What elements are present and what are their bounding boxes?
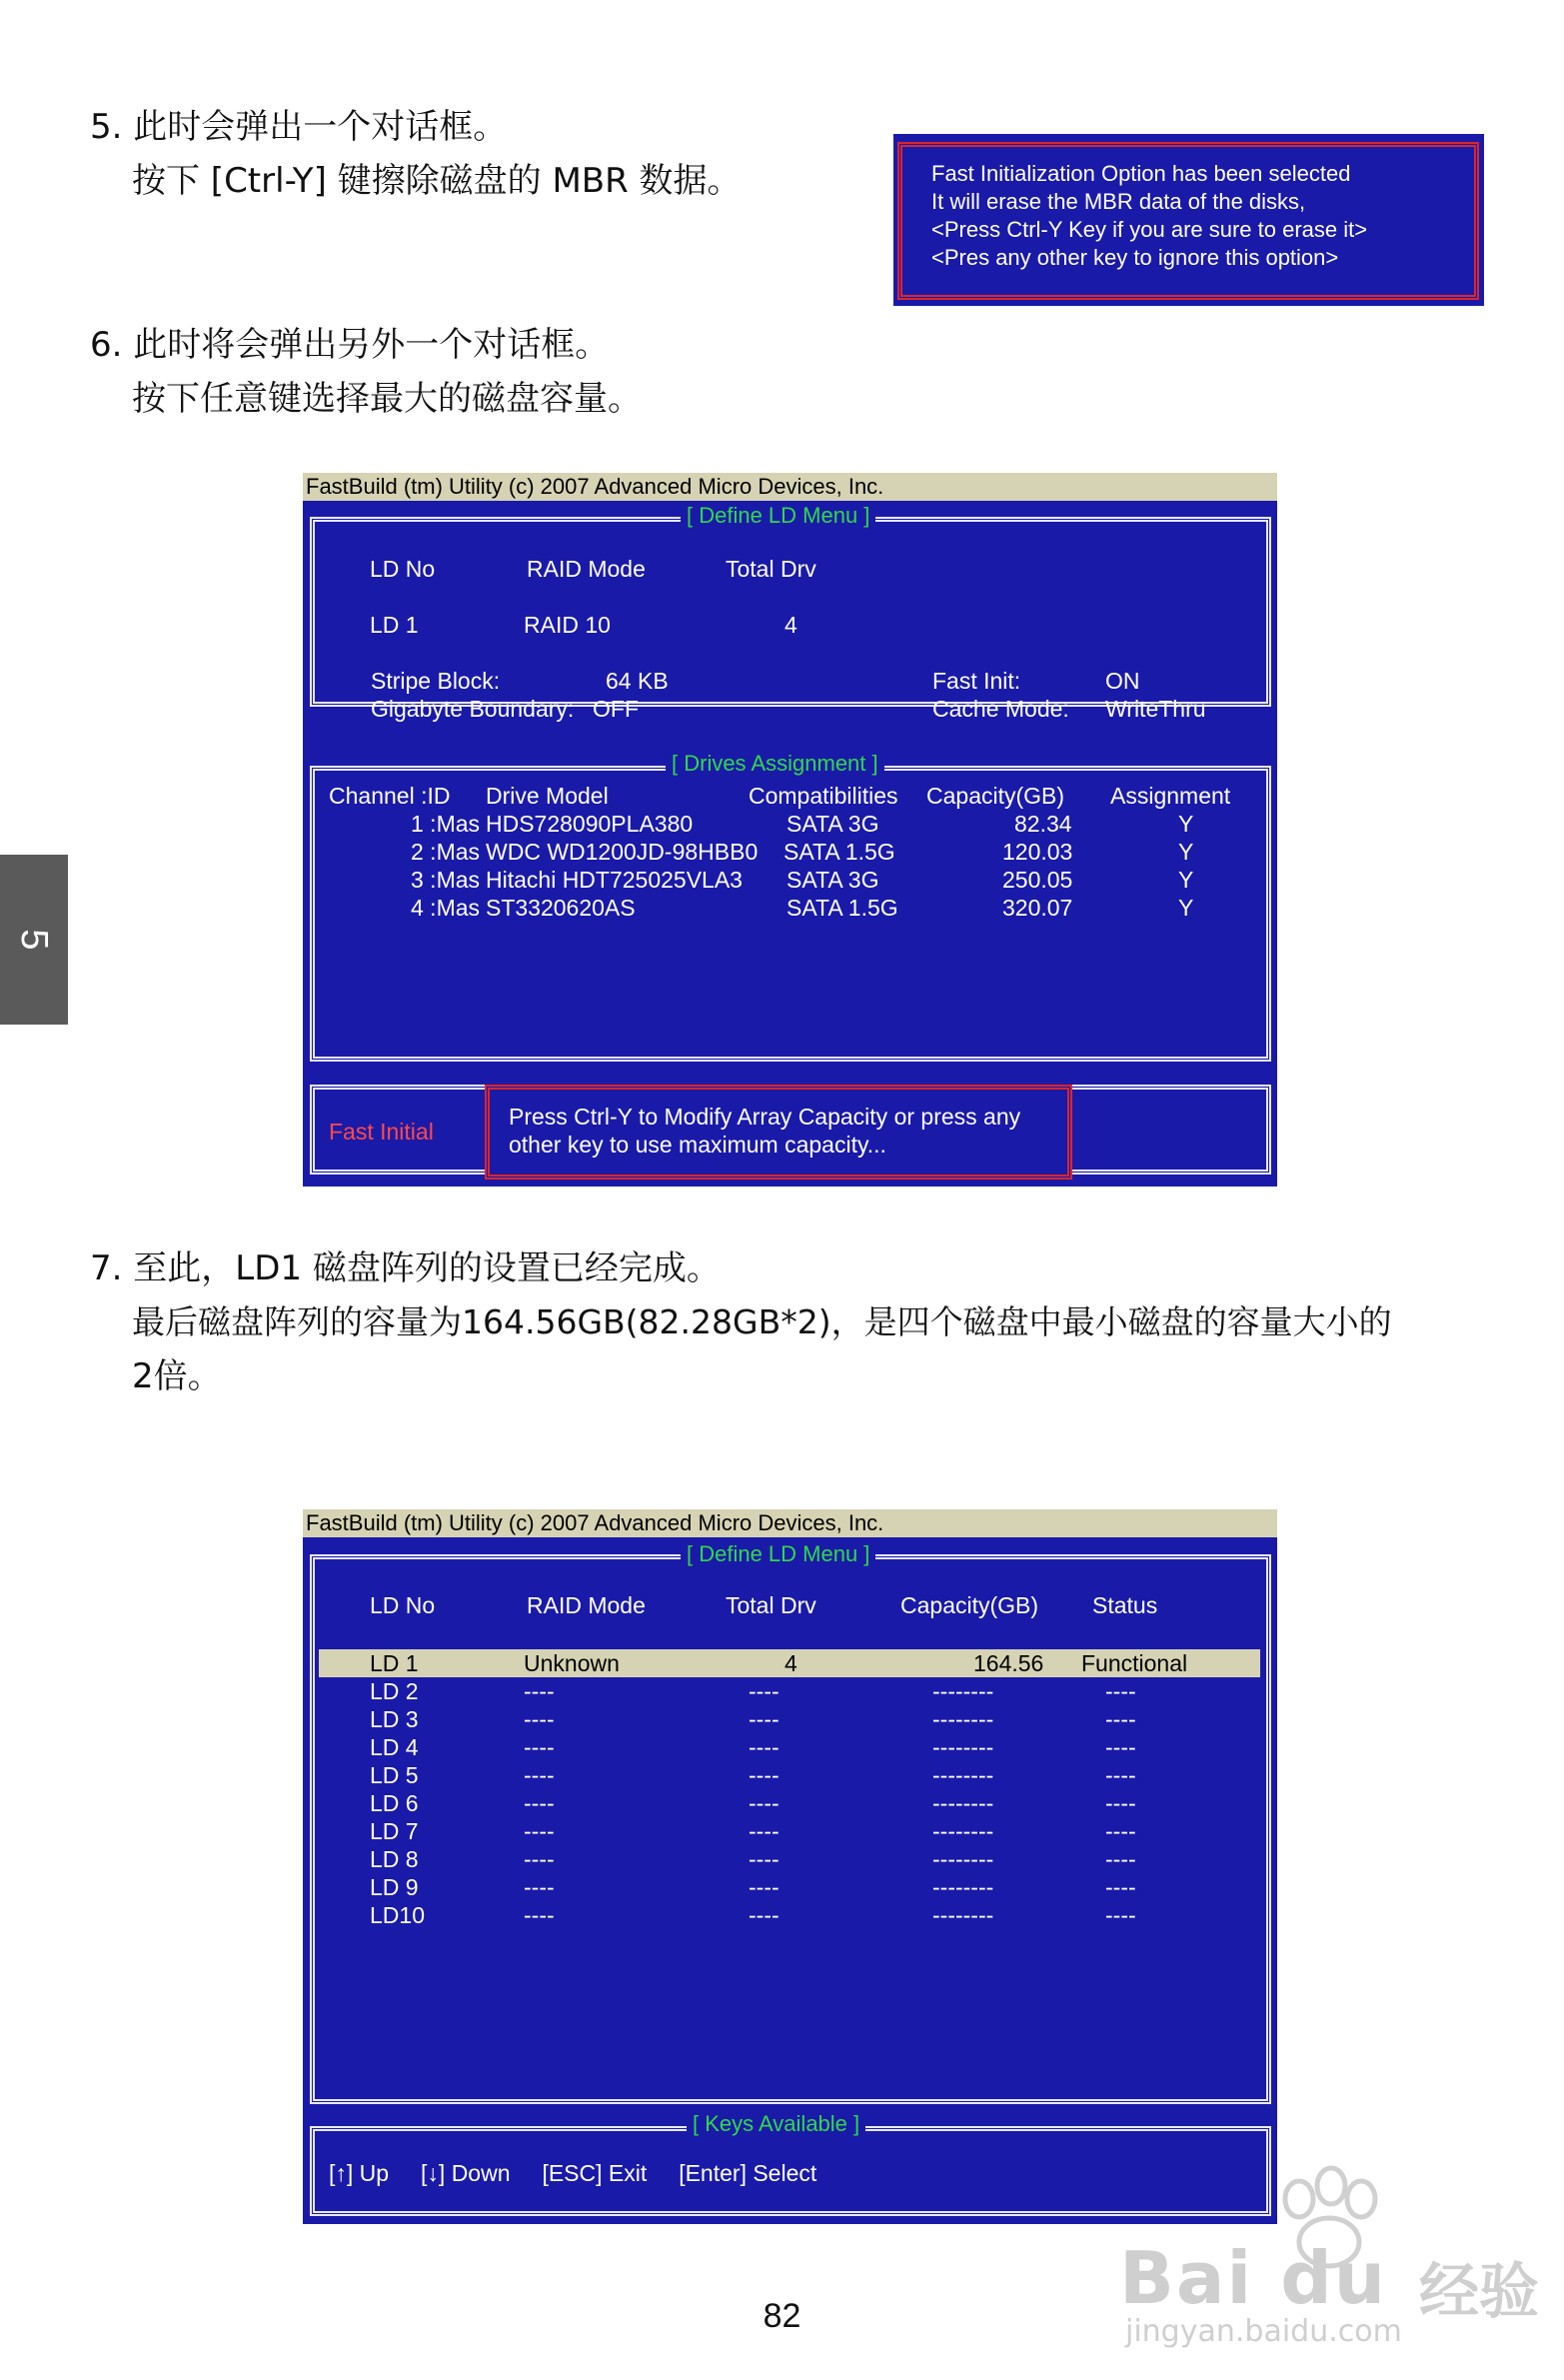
step-5-line1: 此时会弹出一个对话框。 xyxy=(133,107,508,147)
header-total-drv: Total Drv xyxy=(726,1592,816,1618)
header-capacity: Capacity(GB) xyxy=(900,1592,1039,1618)
screen-title-bar: FastBuild (tm) Utility (c) 2007 Advanced Micro Devices, Inc. xyxy=(303,1509,1277,1537)
ld-raid-mode: ---- xyxy=(524,1706,555,1732)
header-raid-mode: RAID Mode xyxy=(527,1592,646,1618)
drive-header-channel: Channel :ID xyxy=(329,783,451,809)
step-6-line1: 此时将会弹出另外一个对话框。 xyxy=(133,325,610,365)
drive-header-capacity: Capacity(GB) xyxy=(926,783,1065,809)
step-7-line2: 最后磁盘阵列的容量为164.56GB(82.28GB*2)，是四个磁盘中最小磁盘的容量大小的 xyxy=(132,1302,1392,1341)
keys-help-text: [↑] Up [↓] Down [ESC] Exit [Enter] Select xyxy=(329,2160,817,2186)
ld-capacity: -------- xyxy=(932,1678,994,1704)
dialog-line-3: <Press Ctrl-Y Key if you are sure to erase it> xyxy=(931,217,1368,242)
dialog-line-4: <Pres any other key to ignore this option> xyxy=(931,245,1339,270)
ld-name: LD10 xyxy=(370,1902,425,1928)
ld-total-drv: ---- xyxy=(749,1706,780,1732)
drive-model: Hitachi HDT725025VLA3 xyxy=(486,867,743,893)
drive-assignment: Y xyxy=(1178,895,1194,921)
capacity-prompt-dialog xyxy=(485,1085,1072,1180)
prompt-line-1: Press Ctrl-Y to Modify Array Capacity or press any xyxy=(509,1104,1021,1130)
cache-mode-value: WriteThru xyxy=(1105,696,1206,722)
ld-raid-mode: ---- xyxy=(524,1846,555,1872)
ld-capacity: 164.56 xyxy=(973,1650,1044,1676)
ld-capacity: -------- xyxy=(932,1874,994,1900)
step-6-line2: 按下任意键选择最大的磁盘容量。 xyxy=(132,379,642,419)
gigabyte-boundary-label: Gigabyte Boundary: xyxy=(371,696,575,722)
ld-total-drv: ---- xyxy=(749,1902,780,1928)
step-6-number: 6. xyxy=(90,325,123,365)
header-total-drv: Total Drv xyxy=(726,556,816,582)
ld-status: ---- xyxy=(1105,1734,1136,1760)
define-ld-menu-title: [ Define LD Menu ] xyxy=(681,503,875,529)
ld-name: LD 8 xyxy=(370,1846,419,1872)
ld-row-selected[interactable] xyxy=(319,1649,1260,1677)
ld-status: ---- xyxy=(1105,1762,1136,1788)
ld-status: ---- xyxy=(1105,1846,1136,1872)
ld-raid-mode: ---- xyxy=(524,1902,555,1928)
drive-capacity: 120.03 xyxy=(1002,839,1073,865)
ld-status: ---- xyxy=(1105,1706,1136,1732)
ld-raid-mode: RAID 10 xyxy=(524,612,611,638)
header-ld-no: LD No xyxy=(370,1592,436,1618)
ld-name: LD 9 xyxy=(370,1874,419,1900)
watermark-brand: Bai du xyxy=(1119,2236,1388,2320)
ld-raid-mode: Unknown xyxy=(524,1650,620,1676)
fastbuild-screen-define-ld xyxy=(303,473,1277,1187)
ld-total-drv: 4 xyxy=(784,1650,797,1676)
ld-number: LD 1 xyxy=(370,612,419,638)
chapter-tab xyxy=(0,855,68,1025)
ld-capacity: -------- xyxy=(932,1762,994,1788)
dialog-line-2: It will erase the MBR data of the disks, xyxy=(931,189,1306,214)
drive-capacity: 82.34 xyxy=(1014,811,1072,837)
ld-total-drv: ---- xyxy=(749,1762,780,1788)
screen-title-bar: FastBuild (tm) Utility (c) 2007 Advanced Micro Devices, Inc. xyxy=(303,473,1277,501)
erase-mbr-dialog xyxy=(893,134,1484,306)
drive-model: HDS728090PLA380 xyxy=(486,811,694,837)
watermark-brand-cn: 经验 xyxy=(1419,2257,1539,2327)
step-5-number: 5. xyxy=(90,107,123,147)
step-5-line2: 按下 [Ctrl-Y] 键擦除磁盘的 MBR 数据。 xyxy=(132,161,742,201)
drive-header-model: Drive Model xyxy=(486,783,609,809)
ld-total-drv: ---- xyxy=(749,1818,780,1844)
keys-available-title: [ Keys Available ] xyxy=(687,2111,865,2137)
drive-capacity: 250.05 xyxy=(1002,867,1073,893)
ld-total-drv: ---- xyxy=(749,1874,780,1900)
ld-total-drv: ---- xyxy=(749,1678,780,1704)
ld-name: LD 3 xyxy=(370,1706,419,1732)
drive-id: 3 :Mas xyxy=(411,867,481,893)
drive-assignment: Y xyxy=(1178,811,1194,837)
fastbuild-screen-ld-list xyxy=(303,1509,1277,2224)
step-5 xyxy=(90,100,507,154)
drive-id: 4 :Mas xyxy=(411,895,481,921)
drives-assignment-title: [ Drives Assignment ] xyxy=(666,751,884,777)
drive-assignment: Y xyxy=(1178,839,1194,865)
ld-raid-mode: ---- xyxy=(524,1678,555,1704)
drive-model: ST3320620AS xyxy=(486,895,636,921)
drive-compat: SATA 3G xyxy=(786,867,879,893)
ld-total-drv: 4 xyxy=(784,612,797,638)
ld-raid-mode: ---- xyxy=(524,1762,555,1788)
step-7-line3: 2倍。 xyxy=(132,1356,222,1396)
define-ld-menu-title: [ Define LD Menu ] xyxy=(681,1541,875,1567)
ld-capacity: -------- xyxy=(932,1902,994,1928)
ld-total-drv: ---- xyxy=(749,1846,780,1872)
stripe-block-value: 64 KB xyxy=(606,668,669,694)
ld-name: LD 1 xyxy=(370,1650,419,1676)
drive-capacity: 320.07 xyxy=(1002,895,1073,921)
ld-status: ---- xyxy=(1105,1790,1136,1816)
drive-id: 2 :Mas xyxy=(411,839,481,865)
chapter-number: 5 xyxy=(13,929,56,951)
ld-name: LD 6 xyxy=(370,1790,419,1816)
fast-initial-label: Fast Initial xyxy=(329,1119,434,1145)
prompt-line-2: other key to use maximum capacity... xyxy=(509,1132,886,1158)
ld-total-drv: ---- xyxy=(749,1734,780,1760)
baidu-watermark xyxy=(1119,2164,1549,2349)
ld-capacity: -------- xyxy=(932,1734,994,1760)
page-number: 82 xyxy=(763,2297,801,2335)
ld-capacity: -------- xyxy=(932,1706,994,1732)
drive-assignment: Y xyxy=(1178,867,1194,893)
ld-capacity: -------- xyxy=(932,1790,994,1816)
ld-raid-mode: ---- xyxy=(524,1818,555,1844)
drive-compat: SATA 1.5G xyxy=(783,839,895,865)
step-6 xyxy=(90,318,609,372)
ld-status: Functional xyxy=(1081,1650,1188,1676)
header-status: Status xyxy=(1092,1592,1158,1618)
ld-name: LD 2 xyxy=(370,1678,419,1704)
ld-capacity: -------- xyxy=(932,1846,994,1872)
step-7-line1: 至此，LD1 磁盘阵列的设置已经完成。 xyxy=(133,1248,721,1288)
drive-compat: SATA 3G xyxy=(786,811,879,837)
ld-raid-mode: ---- xyxy=(524,1790,555,1816)
drive-header-assignment: Assignment xyxy=(1110,783,1231,809)
fast-init-label: Fast Init: xyxy=(932,668,1021,694)
cache-mode-label: Cache Mode: xyxy=(932,696,1069,722)
ld-name: LD 4 xyxy=(370,1734,419,1760)
stripe-block-label: Stripe Block: xyxy=(371,668,501,694)
ld-name: LD 7 xyxy=(370,1818,419,1844)
dialog-line-1: Fast Initialization Option has been selected xyxy=(931,161,1351,186)
drive-header-compat: Compatibilities xyxy=(749,783,898,809)
drive-id: 1 :Mas xyxy=(411,811,481,837)
ld-status: ---- xyxy=(1105,1902,1136,1928)
header-ld-no: LD No xyxy=(370,556,436,582)
ld-capacity: -------- xyxy=(932,1818,994,1844)
ld-raid-mode: ---- xyxy=(524,1734,555,1760)
header-raid-mode: RAID Mode xyxy=(527,556,646,582)
step-7 xyxy=(90,1241,721,1295)
drive-compat: SATA 1.5G xyxy=(786,895,898,921)
ld-total-drv: ---- xyxy=(749,1790,780,1816)
ld-status: ---- xyxy=(1105,1678,1136,1704)
drive-model: WDC WD1200JD-98HBB0 xyxy=(486,839,759,865)
gigabyte-boundary-value: OFF xyxy=(593,696,639,722)
ld-raid-mode: ---- xyxy=(524,1874,555,1900)
ld-name: LD 5 xyxy=(370,1762,419,1788)
watermark-url: jingyan.baidu.com xyxy=(1125,2314,1402,2349)
step-7-number: 7. xyxy=(90,1248,123,1288)
fast-init-value: ON xyxy=(1105,668,1140,694)
ld-status: ---- xyxy=(1105,1874,1136,1900)
ld-status: ---- xyxy=(1105,1818,1136,1844)
